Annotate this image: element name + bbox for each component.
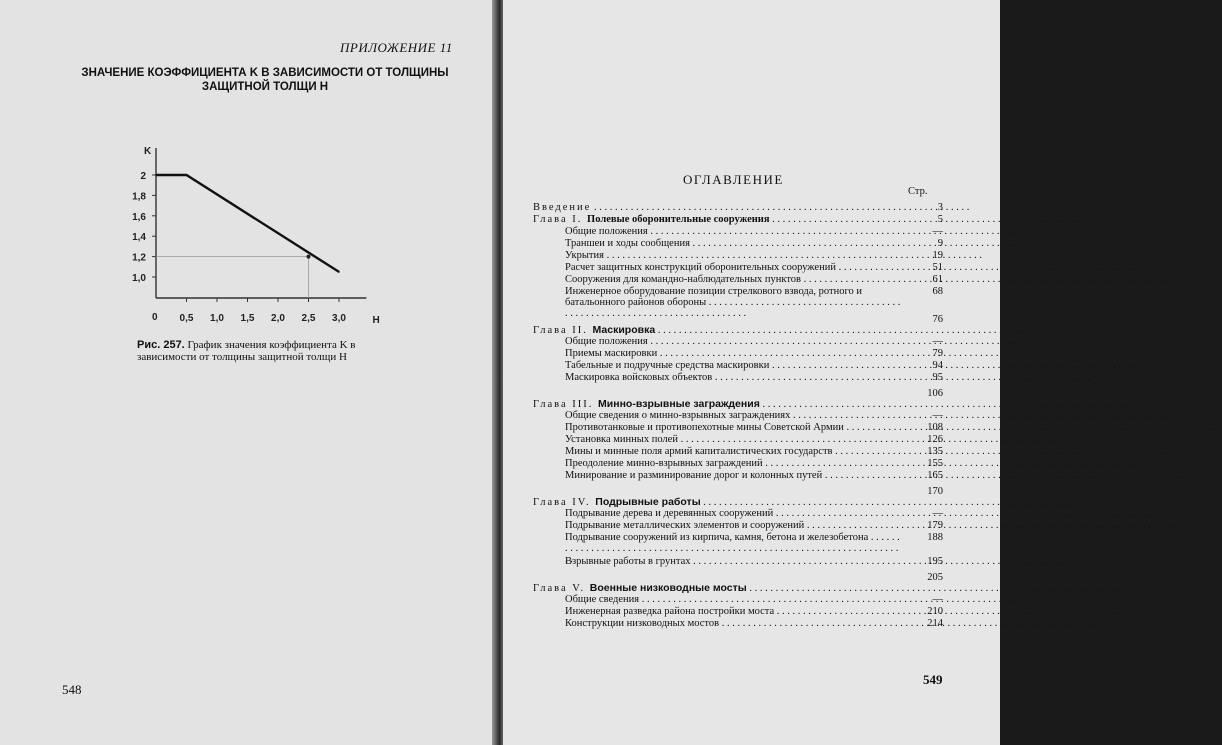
x-tick-label: 1,5 xyxy=(240,313,255,324)
data-point xyxy=(186,174,188,176)
section-title: Конструкции низководных мостов xyxy=(565,618,720,629)
toc-page-number: 79 xyxy=(932,348,943,359)
toc-entry-text xyxy=(565,520,903,532)
toc-entry xyxy=(533,262,943,274)
toc-entry xyxy=(533,274,943,286)
toc-entry xyxy=(533,606,943,618)
toc-page-number: — xyxy=(932,410,943,421)
toc-entry-text xyxy=(565,410,903,422)
toc-entry-text xyxy=(565,556,903,568)
toc-entry xyxy=(533,434,943,446)
page-number-right: 549 xyxy=(923,672,943,687)
toc-entry xyxy=(533,520,943,532)
section-title: Преодоление минно-взрывных заграждений xyxy=(565,458,763,469)
toc-page-number: 61 xyxy=(932,274,943,285)
section-title: Приемы маскировки xyxy=(565,348,658,359)
section-title: Введение xyxy=(533,202,592,213)
toc-page-number: 195 xyxy=(927,556,943,567)
toc-entry xyxy=(533,202,943,214)
caption-label: Рис. 257. xyxy=(137,339,185,351)
toc-entry xyxy=(533,214,943,226)
title-line-1: ЗНАЧЕНИЕ КОЭФФИЦИЕНТА K В ЗАВИСИМОСТИ ОТ ТОЛЩИНЫ xyxy=(81,67,449,79)
toc-entry-text xyxy=(565,594,903,606)
toc-page-number: 68 xyxy=(932,286,943,297)
section-title: Табельные и подручные средства маскировки xyxy=(565,360,770,371)
toc-entry xyxy=(533,470,943,482)
y-tick-label: 1,8 xyxy=(132,191,146,203)
toc-page-number: 165 xyxy=(927,470,943,481)
right-page xyxy=(503,0,1000,745)
chapter-title: Маскировка xyxy=(592,324,656,336)
toc-entry-text xyxy=(565,434,903,446)
toc-entry-text xyxy=(565,286,903,319)
toc-entry-text xyxy=(533,214,903,226)
toc-entry-text xyxy=(565,618,903,630)
toc-entry-text xyxy=(565,422,903,434)
toc-page-number: 135 xyxy=(927,446,943,457)
toc-page-number: 76 xyxy=(932,314,943,325)
chapter-number: Глава I. xyxy=(533,214,588,225)
section-title: Подрывание сооружений из кирпича, камня, бетона и железобетона xyxy=(565,532,869,543)
y-axis-label: K xyxy=(144,146,152,157)
chapter-title: Подрывные работы xyxy=(595,496,701,508)
chapter-title: Полевые оборонительные сооружения xyxy=(587,214,770,225)
x-axis-label: H xyxy=(372,315,380,326)
toc-entry xyxy=(533,360,943,372)
toc-title: ОГЛАВЛЕНИЕ xyxy=(683,172,784,187)
toc-entry xyxy=(533,532,943,556)
section-title: Сооружения для командно-наблюдательных пунктов xyxy=(565,274,801,285)
y-tick-label: 1,6 xyxy=(132,211,146,223)
data-point xyxy=(338,271,340,273)
table-of-contents xyxy=(533,202,943,630)
x-tick-label: 3,0 xyxy=(332,313,346,324)
section-title: Общие положения xyxy=(565,336,648,347)
toc-entry-text xyxy=(533,202,903,214)
toc-page-number: 214 xyxy=(927,618,943,629)
toc-page-number: 170 xyxy=(927,486,943,497)
toc-entry-text xyxy=(565,262,903,274)
toc-page-number: 188 xyxy=(927,532,943,543)
section-title: Расчет защитных конструкций оборонительных сооружений xyxy=(565,262,836,273)
reference-point-marker xyxy=(307,255,311,259)
section-title: Маскировка войсковых объектов xyxy=(565,372,713,383)
section-title: Подрывание дерева и деревянных сооружений xyxy=(565,508,774,519)
toc-page-number: 5 xyxy=(937,214,943,225)
toc-page-number: 19 xyxy=(932,250,943,261)
toc-entry-text xyxy=(565,250,903,262)
toc-entry xyxy=(533,618,943,630)
pages-header: Стр. xyxy=(908,186,928,197)
y-tick-label: 2 xyxy=(140,171,146,182)
section-title: Общие положения xyxy=(565,226,648,237)
toc-entry-text xyxy=(565,360,903,372)
toc-page-number: 210 xyxy=(927,606,943,617)
origin-label: 0 xyxy=(152,312,158,323)
series-line-k xyxy=(156,175,339,272)
toc-entry xyxy=(533,226,943,238)
toc-page-number: 126 xyxy=(927,434,943,445)
toc-page-number: 9 xyxy=(937,238,943,249)
toc-entry xyxy=(533,422,943,434)
toc-entry xyxy=(533,572,943,594)
toc-entry xyxy=(533,446,943,458)
section-title: Подрывание металлических элементов и сооружений xyxy=(565,520,805,531)
x-tick-label: 1,0 xyxy=(210,313,224,324)
chapter-number: Глава IV. xyxy=(533,497,596,508)
k-vs-h-chart xyxy=(132,140,390,330)
toc-entry xyxy=(533,410,943,422)
toc-entry xyxy=(533,556,943,568)
toc-entry-text xyxy=(565,238,903,250)
toc-page-number: 155 xyxy=(927,458,943,469)
section-title: Взрывные работы в грунтах xyxy=(565,556,691,567)
chapter-number: Глава II. xyxy=(533,325,593,336)
section-title: Общие сведения xyxy=(565,594,640,605)
x-tick-label: 0,5 xyxy=(179,313,194,324)
x-tick-label: 2,5 xyxy=(301,313,316,324)
toc-entry-text xyxy=(565,348,903,360)
toc-page-number: — xyxy=(932,508,943,519)
toc-entry xyxy=(533,594,943,606)
chapter-title: Минно-взрывные заграждения xyxy=(598,398,760,410)
toc-page-number: — xyxy=(932,226,943,237)
y-tick-label: 1,4 xyxy=(132,232,146,244)
toc-page-number: 179 xyxy=(927,520,943,531)
toc-entry xyxy=(533,486,943,508)
toc-entry xyxy=(533,508,943,520)
toc-entry xyxy=(533,238,943,250)
toc-entry-text xyxy=(565,470,903,482)
toc-entry xyxy=(533,286,943,310)
figure-caption xyxy=(137,339,387,363)
page-title xyxy=(65,66,465,94)
toc-entry xyxy=(533,314,943,336)
caption-text: График значения коэффициента K в зависимости от толщины защитной толщи H xyxy=(137,339,356,363)
toc-entry-text xyxy=(565,336,903,348)
section-title: Инженерное оборудование позиции стрелкового взвода, ротного и батальонного районов обороны xyxy=(565,286,862,308)
toc-page-number: 94 xyxy=(932,360,943,371)
toc-entry xyxy=(533,250,943,262)
toc-page-number: 106 xyxy=(927,388,943,399)
data-point xyxy=(155,174,157,176)
toc-entry-text xyxy=(565,274,903,286)
section-title: Противотанковые и противопехотные мины Советской Армии xyxy=(565,422,844,433)
chapter-number: Глава V. xyxy=(533,583,590,594)
toc-entry xyxy=(533,388,943,410)
chapter-number: Глава III. xyxy=(533,399,599,410)
y-tick-label: 1,0 xyxy=(132,273,146,284)
toc-page-number: 95 xyxy=(932,372,943,383)
section-title: Установка минных полей xyxy=(565,434,678,445)
section-title: Мины и минные поля армий капиталистических государств xyxy=(565,446,833,457)
toc-page-number: 3 xyxy=(937,202,943,213)
section-title: Укрытия xyxy=(565,250,604,261)
toc-page-number: — xyxy=(932,336,943,347)
appendix-label: ПРИЛОЖЕНИЕ 11 xyxy=(340,40,453,55)
y-tick-label: 1,2 xyxy=(132,252,146,264)
toc-page-number: 108 xyxy=(927,422,943,433)
section-title: Общие сведения о минно-взрывных заграждениях xyxy=(565,410,791,421)
toc-entry-text xyxy=(565,446,903,458)
toc-entry-text xyxy=(565,508,903,520)
section-title: Инженерная разведка района постройки моста xyxy=(565,606,775,617)
toc-page-number: — xyxy=(932,594,943,605)
toc-entry xyxy=(533,348,943,360)
toc-entry xyxy=(533,336,943,348)
toc-entry-text xyxy=(565,458,903,470)
toc-page-number: 51 xyxy=(932,262,943,273)
section-title: Траншеи и ходы сообщения xyxy=(565,238,690,249)
title-line-2: ЗАЩИТНОЙ ТОЛЩИ H xyxy=(201,81,329,93)
page-number-left: 548 xyxy=(62,682,82,697)
left-page xyxy=(0,0,497,745)
toc-entry-text xyxy=(565,606,903,618)
toc-entry-text xyxy=(565,226,903,238)
section-title: Минирование и разминирование дорог и колонных путей xyxy=(565,470,823,481)
toc-entry-text xyxy=(565,372,903,384)
chapter-title: Военные низководные мосты xyxy=(589,582,747,594)
x-tick-label: 2,0 xyxy=(271,313,285,324)
toc-entry xyxy=(533,372,943,384)
toc-page-number: 205 xyxy=(927,572,943,583)
toc-entry xyxy=(533,458,943,470)
